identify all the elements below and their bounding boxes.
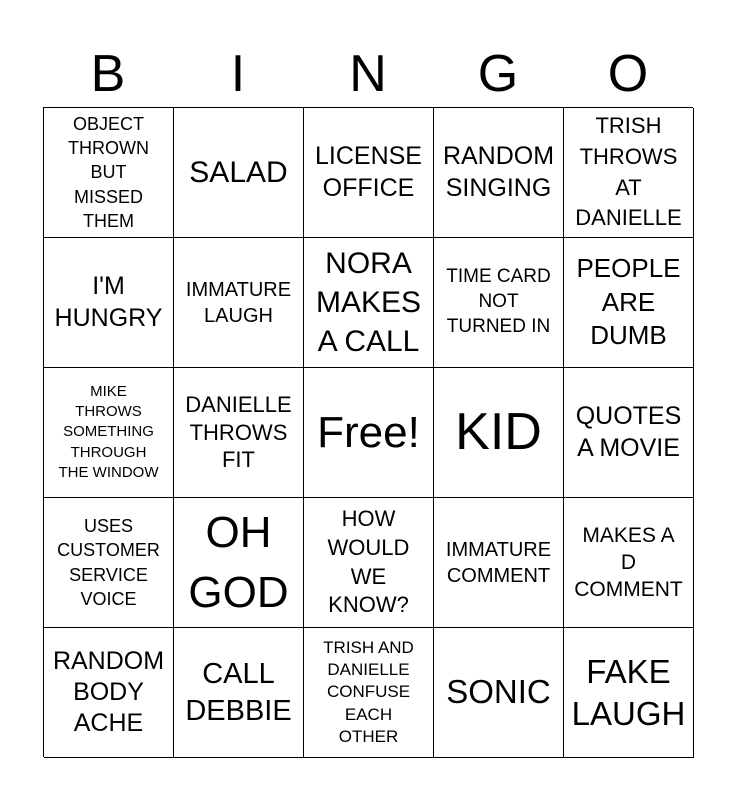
cell-text: CALL DEBBIE [185,658,292,727]
cell-text: MAKES A D COMMENT [574,523,683,602]
free-space-text: Free! [317,407,420,457]
bingo-cell[interactable] [174,238,304,368]
cell-text: LICENSE OFFICE [315,142,422,202]
cell-text: TRISH AND DANIELLE CONFUSE EACH OTHER [323,638,414,746]
bingo-cell[interactable] [174,498,304,628]
cell-text: IMMATURE LAUGH [185,278,292,327]
bingo-cell[interactable] [174,108,304,238]
cell-text: USES CUSTOMER SERVICE VOICE [57,515,160,609]
cell-text: NORA MAKES A CALL [315,247,422,358]
bingo-cell[interactable] [434,238,564,368]
cell-text: SALAD [189,156,288,189]
cell-text: PEOPLE ARE DUMB [576,252,681,351]
free-space-cell[interactable] [304,368,434,498]
cell-text: DANIELLE THROWS FIT [185,392,292,473]
header-letter-i: I [230,45,246,103]
bingo-cell[interactable] [434,368,564,498]
bingo-cell[interactable] [564,498,694,628]
bingo-cell[interactable] [44,238,174,368]
cell-text: FAKE LAUGH [571,653,686,732]
bingo-cell[interactable] [44,368,174,498]
cell-text: IMMATURE COMMENT [445,538,552,587]
bingo-cell[interactable] [434,108,564,238]
header-letter-o: O [607,45,649,103]
bingo-cell[interactable] [434,498,564,628]
bingo-cell[interactable] [564,628,694,758]
bingo-cell[interactable] [304,498,434,628]
cell-text: I'M HUNGRY [54,272,163,332]
bingo-cell[interactable] [564,108,694,238]
bingo-board [43,107,693,757]
cell-text: QUOTES A MOVIE [575,402,682,462]
cell-text: TRISH THROWS AT DANIELLE [575,112,682,231]
cell-text: OBJECT THROWN BUT MISSED THEM [68,113,149,231]
bingo-cell[interactable] [564,238,694,368]
bingo-cell[interactable] [304,108,434,238]
bingo-cell[interactable] [44,628,174,758]
cell-text: HOW WOULD WE KNOW? [327,506,410,618]
cell-text: TIME CARD NOT TURNED IN [446,266,551,337]
bingo-cell[interactable] [434,628,564,758]
bingo-cell[interactable] [174,368,304,498]
cell-text: RANDOM SINGING [442,142,555,202]
bingo-cell[interactable] [44,108,174,238]
cell-text: MIKE THROWS SOMETHING THROUGH THE WINDOW [58,382,159,481]
bingo-cell[interactable] [174,628,304,758]
header-letter-n: N [349,45,387,103]
bingo-cell[interactable] [304,238,434,368]
cell-text: SONIC [446,673,551,711]
bingo-cell[interactable] [44,498,174,628]
header-letter-b: B [90,45,126,103]
cell-text: KID [455,402,542,461]
cell-text: RANDOM BODY ACHE [52,646,165,738]
bingo-cell[interactable] [564,368,694,498]
bingo-cell[interactable] [304,628,434,758]
bingo-header [43,40,693,108]
cell-text: OH GOD [188,508,289,617]
header-letter-g: G [477,45,519,103]
